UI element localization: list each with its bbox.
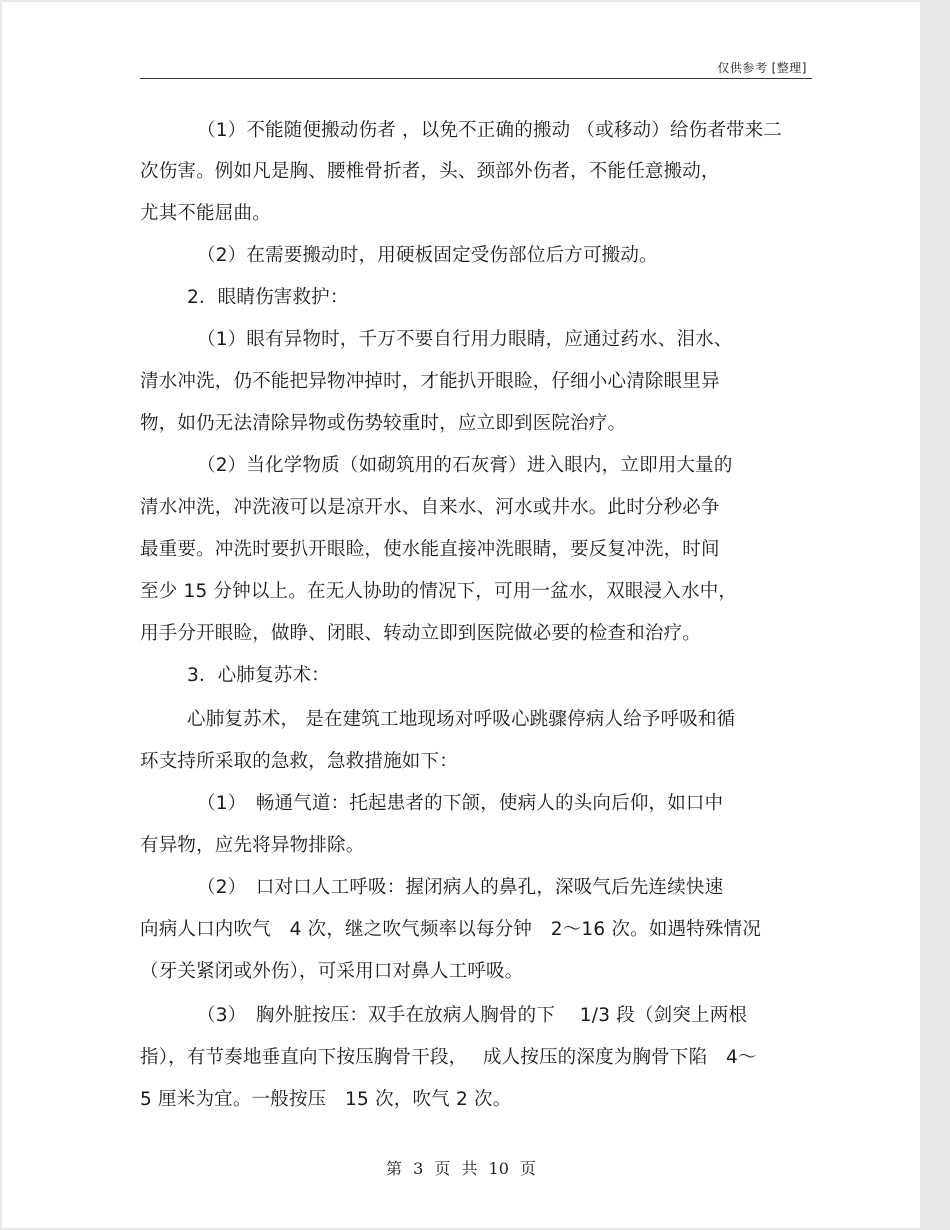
page-header-label: 仅供参考 [整理] [717,61,807,75]
paragraph-line: 至少 15 分钟以上。在无人协助的情况下，可用一盆水，双眼浸入水中， [140,581,738,602]
paragraph-line: （1） 畅通气道：托起患者的下颌，使病人的头向后仰，如口中 [197,793,724,814]
paragraph-line: （1）不能随便搬动伤者 ，以免不正确的搬动 （或移动）给伤者带来二 [197,120,783,141]
paragraph-line: 次伤害。例如凡是胸、腰椎骨折者，头、颈部外伤者，不能任意搬动， [140,161,720,182]
paragraph-line: 清水冲洗，仍不能把异物冲掉时，才能扒开眼睑，仔细小心清除眼里异 [140,371,720,392]
paragraph-line: 最重要。冲洗时要扒开眼睑，使水能直接冲洗眼睛，要反复冲洗，时间 [140,539,720,560]
paragraph-line: （2） 口对口人工呼吸：握闭病人的鼻孔，深吸气后先连续快速 [197,877,724,898]
paragraph-line: 5 厘米为宜。一般按压 15 次，吹气 2 次。 [140,1089,512,1110]
paragraph-line: 有异物，应先将异物排除。 [140,835,365,856]
paragraph-line: 环支持所采取的急救，急救措施如下： [140,751,458,772]
paragraph-line: （2）当化学物质（如砌筑用的石灰膏）进入眼内，立即用大量的 [197,455,733,476]
document-page [2,2,920,1228]
paragraph-line: 心肺复苏术， 是在建筑工地现场对呼吸心跳骤停病人给予呼吸和循 [187,709,736,730]
paragraph-line: 尤其不能屈曲。 [140,203,271,224]
paragraph-line: 用手分开眼睑，做睁、闭眼、转动立即到医院做必要的检查和治疗。 [140,623,702,644]
paragraph-line: 指），有节奏地垂直向下按压胸骨干段， 成人按压的深度为胸骨下陷 4～ [140,1047,757,1068]
page-number: 第 3 页 共 10 页 [386,1159,536,1178]
paragraph-line: （1）眼有异物时，千万不要自行用力眼睛，应通过药水、泪水、 [197,329,733,350]
paragraph-line: 向病人口内吹气 4 次，继之吹气频率以每分钟 2～16 次。如遇特殊情况 [140,919,762,940]
paragraph-line: （2）在需要搬动时，用硬板固定受伤部位后方可搬动。 [197,245,658,266]
section-heading: 3．心肺复苏术： [187,665,330,686]
section-heading: 2．眼睛伤害救护： [187,287,349,308]
header-divider [140,78,812,79]
paragraph-line: 物，如仍无法清除异物或伤势较重时，应立即到医院治疗。 [140,413,627,434]
paragraph-line: （3） 胸外脏按压：双手在放病人胸骨的下 1/3 段（剑突上两根 [197,1005,748,1026]
paragraph-line: 清水冲洗，冲洗液可以是凉开水、自来水、河水或井水。此时分秒必争 [140,497,720,518]
paragraph-line: （牙关紧闭或外伤），可采用口对鼻人工呼吸。 [140,961,524,982]
